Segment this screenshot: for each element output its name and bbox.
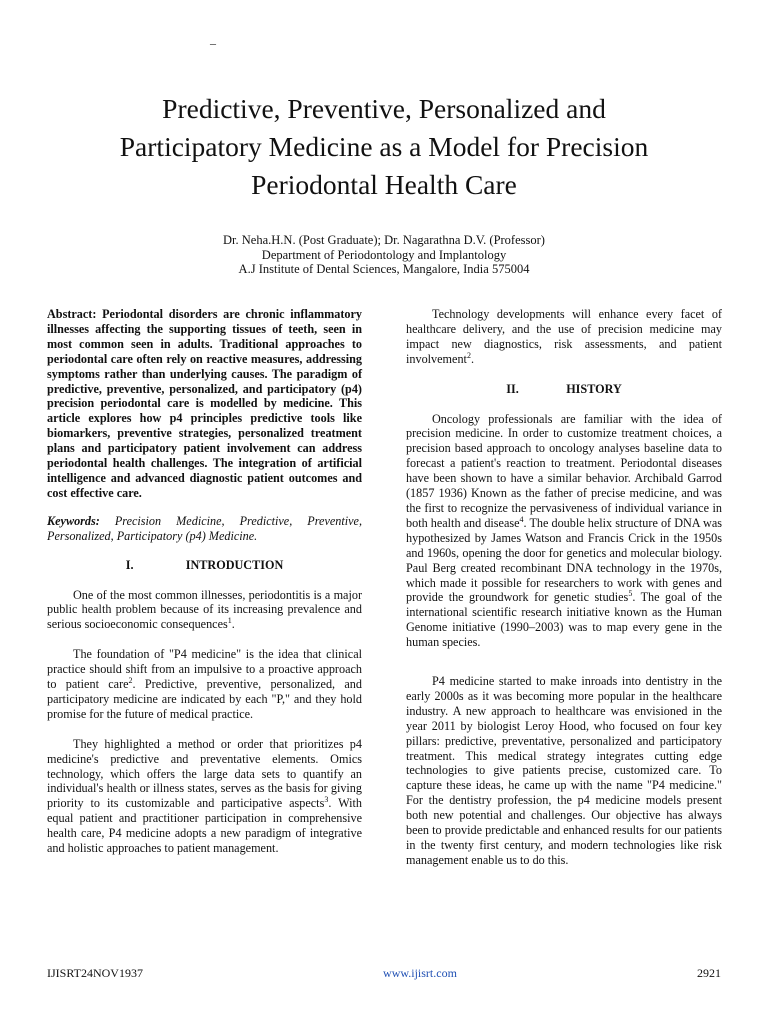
keywords-label: Keywords: [47,513,100,528]
abstract-label: Abstract: [47,307,97,321]
section-number: II. [506,381,519,396]
section-heading-introduction [47,558,362,573]
body-paragraph [406,307,722,367]
paragraph-text: One of the most common illnesses, periodontitis is a major public health problem because of its increasing prevalence and serious socioeconomic consequences [47,587,362,632]
article-id: IJISRT24NOV1937 [47,966,143,980]
section-title: INTRODUCTION [185,557,284,572]
right-column [406,307,722,868]
author-names: Dr. Neha.H.N. (Post Graduate); Dr. Nagarathna D.V. (Professor) [223,233,545,247]
citation: 2 [128,675,133,685]
section-heading-history [406,382,722,397]
paragraph-text: . [231,617,235,632]
page-number: 2921 [697,966,721,980]
paragraph-text: . The double helix structure of DNA was hypothesized by James Watson and Francis Crick in the 1950s and 1960s, opening the door for genetics and molecular biology. Paul Berg created recombinant DNA technology in the 1970s, which made it possible for researchers to work with genes and provide the groundwork for genetic studies [406,515,722,605]
author-institute: A.J Institute of Dental Sciences, Mangalore, India 575004 [238,262,530,277]
keywords-text: Precision Medicine, Predictive, Preventive, Personalized, Participatory (p4) Medicine. [47,513,362,543]
left-column [47,307,362,856]
intro-paragraph [47,588,362,633]
title-line: Periodontal Health Care [251,169,517,200]
paragraph-text: . The goal of the international scientific research initiative known as the Human Genome initiative (1990–2003) was to map every gene in the human species. [406,590,722,650]
header-mark: – [210,36,216,50]
intro-paragraph [47,647,362,722]
paper-title [40,90,728,204]
paragraph-text: Oncology professionals are familiar with the idea of precision medicine. In order to customize treatment choices, a precision based approach to oncology analyses baseline data to forecast a patient's reaction to treatment. Periodontal diseases have been shown to have a similar behavior. Archibald Garrod (1857 1936) Known as the father of precise medicine, and was the first to recognize the pervasiveness of individual variance in both health and disease [406,411,722,530]
history-paragraph: P4 medicine started to make inroads into dentistry in the early 2000s as it was becoming more popular in the healthcare industry. A new approach to healthcare was envisioned in the year 2011 by biologist Leroy Hood, who focused on four key pillars: predictive, preventative, personalized and participatory treatment. This medical strategy integrates cutting edge technologies to give patients precise, customized care. To capture these ideas, he came up with the name "P4 medicine." For the dentistry profession, the p4 medicine models present both new potential and challenges. Our objective has always been to provide predictable and enhanced results for our patients in the twenty first century, and modern technologies like risk management enable us to do this. [406,674,722,867]
paragraph-text: They highlighted a method or order that prioritizes p4 medicine's predictive and preventative elements. Omics technology, which offers the large data sets to quantify an individual's health or illness states, serves as the basis for giving priority to its customizable and participative aspects [47,736,362,811]
journal-website-link[interactable]: www.ijisrt.com [383,966,457,980]
paragraph-text: . [470,351,474,366]
section-title: HISTORY [566,381,622,396]
abstract [47,307,362,501]
citation: 1 [227,616,232,626]
citation: 5 [628,589,633,599]
citation: 4 [519,514,524,524]
paragraph-text: The foundation of "P4 medicine" is the idea that clinical practice should shift from an impulsive to a proactive approach to patient care [47,647,362,692]
paragraph-text: . Predictive, preventive, personalized, and participatory medicine are indicated by each "P," and they hold promise for the future of medical practice. [47,677,362,721]
title-line: Participatory Medicine as a Model for Precision [119,131,649,162]
citation: 2 [466,350,471,360]
author-block [40,233,728,277]
title-line: Predictive, Preventive, Personalized and [162,93,606,124]
author-department: Department of Periodontology and Implantology [261,247,507,262]
abstract-text: Periodontal disorders are chronic inflammatory illnesses affecting the supporting tissues of teeth, seen in most common seen in adults. Traditional approaches to periodontal care often rely on reactive measures, addressing symptoms rather than underlying causes. The paradigm of predictive, preventive, personalized, and participatory (p4) precision periodontal care is modelled by medicine. This article explores how p4 principles predictive tools like biomarkers, preventive strategies, personalized treatment plans and participatory patient involvement can address periodontal health challenges. The integration of artificial intelligence and advanced diagnostic patient outcomes and cost effective care. [47,307,362,500]
page-footer [47,966,721,981]
section-number: I. [125,557,134,572]
paragraph-text: . With equal patient and practitioner participation in comprehensive health care, P4 medicine adopts a new paradigm of integrative and holistic approaches to patient management. [47,796,362,856]
citation: 3 [324,795,329,805]
paragraph-text: Technology developments will enhance every facet of healthcare delivery, and the use of precision medicine may impact new diagnostics, risk assessments, and patient involvement [406,307,722,366]
keywords [47,514,362,544]
intro-paragraph [47,737,362,856]
history-paragraph [406,412,722,651]
